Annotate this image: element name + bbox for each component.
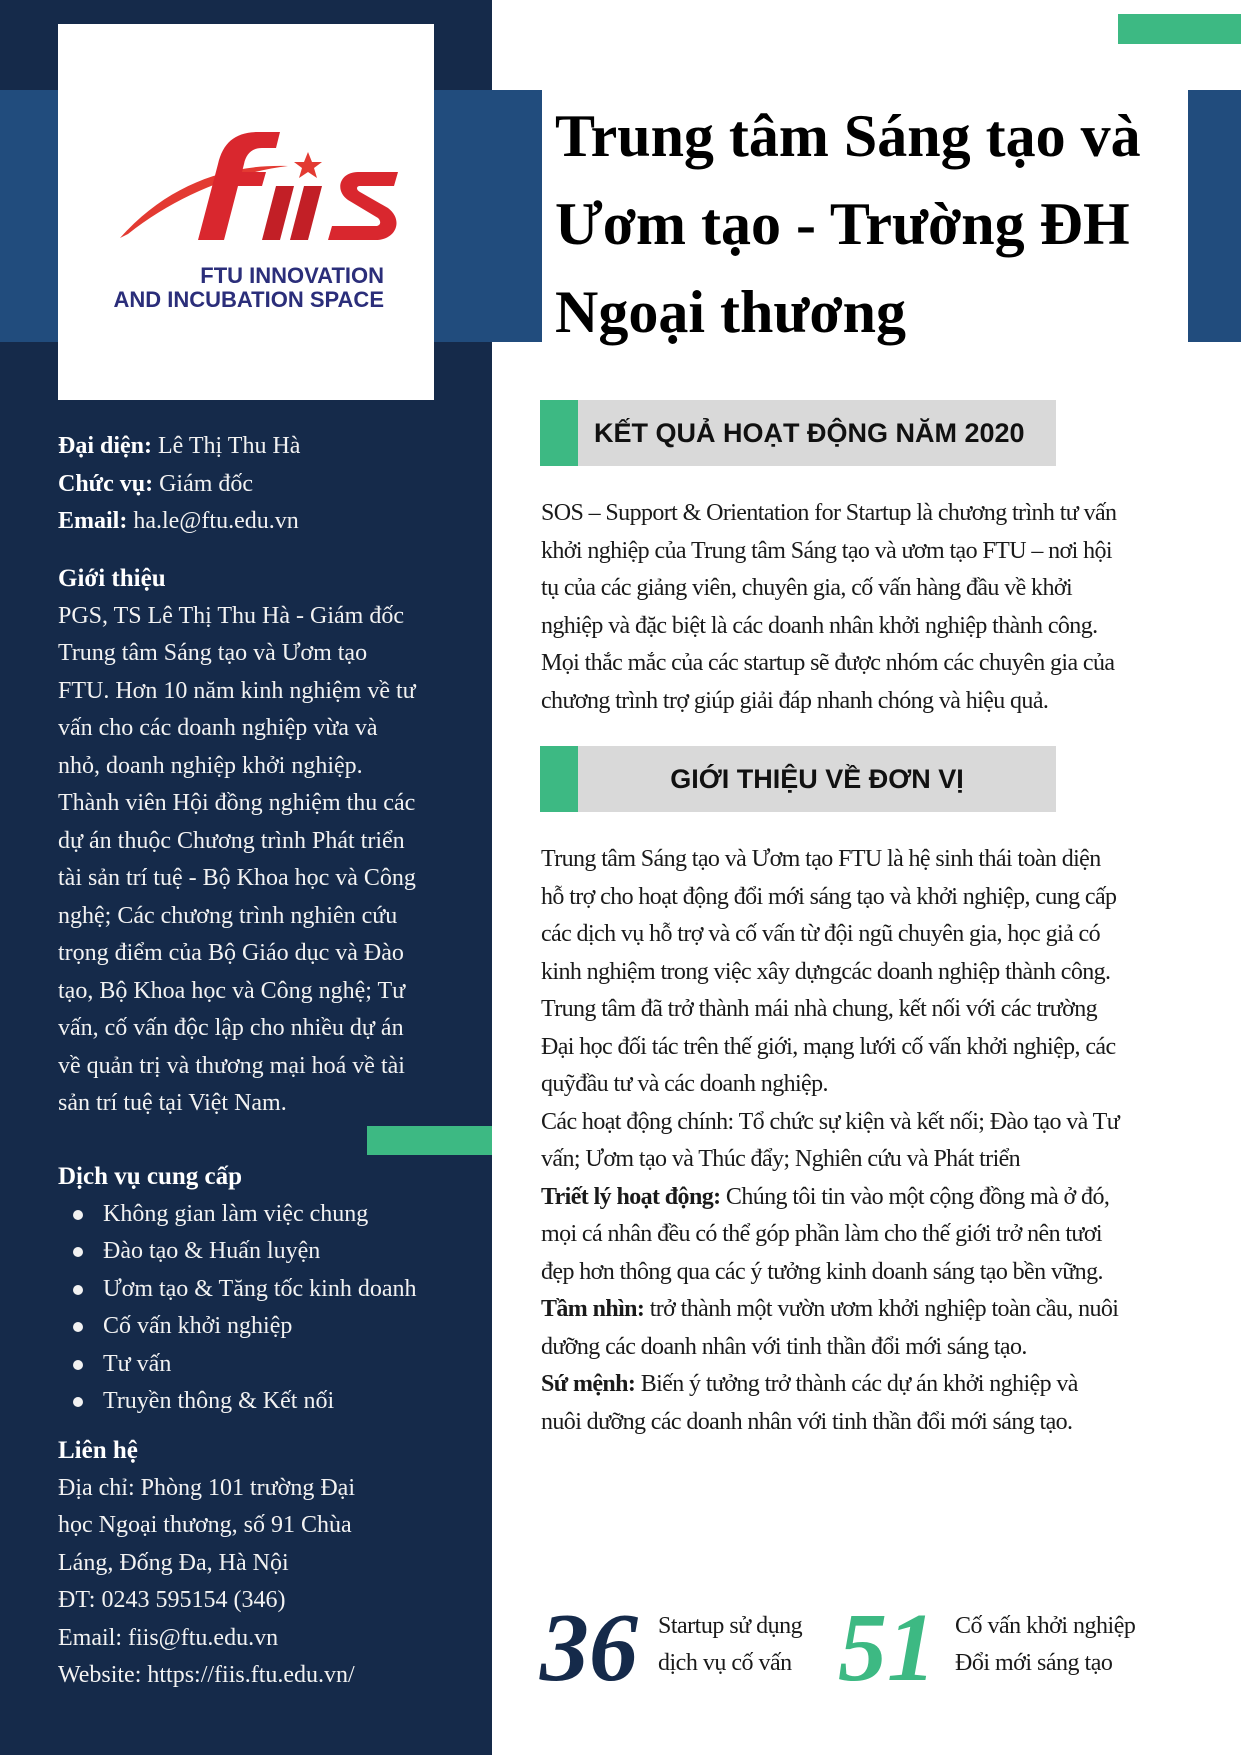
intro-line: Thành viên Hội đồng nghiệm thu các	[58, 790, 416, 816]
section-accent-bar	[540, 400, 578, 466]
intro-line: trọng điểm của Bộ Giáo dục và Đào	[58, 940, 404, 966]
service-label: Đào tạo & Huấn luyện	[103, 1238, 321, 1264]
service-label: Cố vấn khởi nghiệp	[103, 1313, 293, 1339]
stat-startups-value: 36	[540, 1594, 638, 1702]
position-row	[58, 466, 478, 504]
title-line3: Ngoại thương	[555, 279, 906, 345]
philosophy-text: đẹp hơn thông qua các ý tưởng kinh doanh sáng tạo bền vững.	[541, 1258, 1103, 1285]
bullet-icon	[73, 1360, 83, 1370]
logo-tagline-line1: FTU INNOVATION	[200, 263, 384, 288]
intro-line: về quản trị và thương mại hoá về tài	[58, 1052, 405, 1079]
intro-line: vấn, cố vấn độc lập cho nhiều dự án	[58, 1015, 404, 1041]
representative-label: Đại diện:	[58, 433, 153, 459]
contact-email-link[interactable]: Email: fiis@ftu.edu.vn	[58, 1624, 279, 1651]
contact-address-line: học Ngoại thương, số 91 Chùa	[58, 1512, 352, 1538]
about-line: Trung tâm Sáng tạo và Ươm tạo FTU là hệ sinh thái toàn diện	[541, 846, 1101, 872]
mission-text: nuôi dưỡng các doanh nhân với tinh thần đổi mới sáng tạo.	[541, 1408, 1073, 1435]
philosophy-row	[541, 1179, 1196, 1217]
results-line: khởi nghiệp của Trung tâm Sáng tạo và ươm tạo FTU – nơi hội	[541, 537, 1112, 564]
service-item	[58, 1308, 478, 1346]
intro-line: PGS, TS Lê Thị Thu Hà - Giám đốc	[58, 602, 404, 629]
service-item	[58, 1383, 478, 1421]
representative-info	[58, 428, 478, 541]
section-accent-bar	[540, 746, 578, 812]
vision-text: dưỡng các doanh nhân với tinh thần đổi mới sáng tạo.	[541, 1333, 1027, 1360]
philosophy-label: Triết lý hoạt động:	[541, 1183, 721, 1210]
intro-line: tạo, Bộ Khoa học và Công nghệ; Tư	[58, 977, 406, 1004]
contact-address-line: Địa chỉ: Phòng 101 trường Đại	[58, 1474, 355, 1501]
vision-text: trở thành một vườn ươm khởi nghiệp toàn cầu, nuôi	[649, 1296, 1119, 1322]
stat-mentors-value: 51	[838, 1594, 936, 1702]
about-section-header	[540, 746, 1056, 812]
stat-label-line: Cố vấn khởi nghiệp	[955, 1613, 1136, 1639]
about-line: quỹđầu tư và các doanh nghiệp.	[541, 1071, 828, 1097]
results-line: SOS – Support & Orientation for Startup là chương trình tư vấn	[541, 500, 1117, 526]
logo-tagline	[113, 264, 384, 312]
bullet-icon	[73, 1247, 83, 1257]
fiis-logo-mark-icon	[58, 24, 434, 400]
vision-row	[541, 1291, 1196, 1329]
green-accent-top	[1118, 14, 1241, 44]
service-label: Tư vấn	[103, 1350, 172, 1377]
about-body	[541, 841, 1196, 1441]
stat-mentors-label	[955, 1608, 1135, 1682]
intro-line: sản trí tuệ tại Việt Nam.	[58, 1090, 287, 1116]
contact-phone: ĐT: 0243 595154 (346)	[58, 1587, 286, 1613]
contact-website-link[interactable]: Website: https://fiis.ftu.edu.vn/	[58, 1662, 355, 1688]
results-line: chương trình trợ giúp giải đáp nhanh chóng và hiệu quả.	[541, 687, 1049, 714]
stat-label-line: dịch vụ cố vấn	[658, 1650, 792, 1676]
page-title	[555, 92, 1185, 356]
about-line: vấn; Ươm tạo và Thúc đẩy; Nghiên cứu và Phát triển	[541, 1146, 1021, 1172]
services-heading: Dịch vụ cung cấp	[58, 1163, 243, 1190]
title-line2: Ươm tạo - Trường ĐH	[555, 191, 1130, 257]
about-line: các dịch vụ hỗ trợ và cố vấn từ đội ngũ chuyên gia, học giả có	[541, 921, 1100, 947]
stat-startups-label	[658, 1608, 802, 1682]
vision-label: Tầm nhìn:	[541, 1296, 645, 1322]
results-line: tụ của các giảng viên, chuyên gia, cố vấn hàng đầu về khởi	[541, 575, 1073, 601]
intro-body	[58, 598, 478, 1123]
mission-label: Sứ mệnh:	[541, 1371, 636, 1397]
results-line: nghiệp và đặc biệt là các doanh nhân khởi nghiệp thành công.	[541, 612, 1098, 639]
bullet-icon	[73, 1397, 83, 1407]
intro-line: Trung tâm Sáng tạo và Ươm tạo	[58, 640, 368, 666]
services-section	[58, 1158, 478, 1421]
green-accent-sidebar	[367, 1126, 492, 1155]
intro-line: nhỏ, doanh nghiệp khởi nghiệp.	[58, 752, 363, 779]
header-band-right	[1188, 90, 1241, 342]
title-line1: Trung tâm Sáng tạo và	[555, 103, 1141, 169]
stat-label-line: Startup sử dụng	[658, 1613, 803, 1639]
contact-heading: Liên hệ	[58, 1437, 138, 1464]
intro-line: FTU. Hơn 10 năm kinh nghiệm về tư	[58, 677, 416, 704]
services-list	[58, 1196, 478, 1421]
service-label: Truyền thông & Kết nối	[103, 1388, 335, 1414]
position-label: Chức vụ:	[58, 470, 154, 497]
results-body	[541, 495, 1196, 720]
results-section-header	[540, 400, 1056, 466]
service-label: Ươm tạo & Tăng tốc kinh doanh	[103, 1275, 417, 1302]
service-label: Không gian làm việc chung	[103, 1200, 369, 1227]
intro-line: vấn cho các doanh nghiệp vừa và	[58, 715, 378, 741]
fiis-logo	[58, 24, 434, 400]
intro-heading: Giới thiệu	[58, 565, 166, 592]
about-line: hỗ trợ cho hoạt động đổi mới sáng tạo và khởi nghiệp, cung cấp	[541, 883, 1117, 910]
philosophy-text: mọi cá nhân đều có thể góp phần làm cho thế giới trở nên tươi	[541, 1221, 1102, 1247]
intro-section	[58, 560, 478, 1123]
stat-label-line: Đổi mới sáng tạo	[955, 1650, 1113, 1676]
results-heading: KẾT QUẢ HOẠT ĐỘNG NĂM 2020	[594, 417, 1025, 448]
about-line: Trung tâm đã trở thành mái nhà chung, kết nối với các trường	[541, 996, 1098, 1022]
service-item	[58, 1346, 478, 1384]
about-line: kinh nghiệm trong việc xây dựngcác doanh nghiệp thành công.	[541, 958, 1111, 985]
bullet-icon	[73, 1285, 83, 1295]
representative-value: Lê Thị Thu Hà	[158, 433, 301, 459]
results-line: Mọi thắc mắc của các startup sẽ được nhóm các chuyên gia của	[541, 650, 1115, 676]
logo-tagline-line2: AND INCUBATION SPACE	[113, 287, 384, 312]
intro-line: dự án thuộc Chương trình Phát triển	[58, 827, 405, 854]
about-line: Các hoạt động chính: Tổ chức sự kiện và kết nối; Đào tạo và Tư	[541, 1108, 1120, 1135]
service-item	[58, 1233, 478, 1271]
contact-address-line: Láng, Đống Đa, Hà Nội	[58, 1549, 289, 1576]
intro-line: tài sản trí tuệ - Bộ Khoa học và Công	[58, 865, 416, 891]
about-line: Đại học đối tác trên thế giới, mạng lưới cố vấn khởi nghiệp, các	[541, 1033, 1116, 1060]
bullet-icon	[73, 1210, 83, 1220]
about-heading: GIỚI THIỆU VỀ ĐƠN VỊ	[670, 763, 964, 794]
service-item	[58, 1271, 478, 1309]
email-label: Email:	[58, 508, 128, 534]
service-item	[58, 1196, 478, 1234]
mission-row	[541, 1366, 1196, 1404]
contact-section	[58, 1432, 478, 1695]
mission-text: Biến ý tưởng trở thành các dự án khởi nghiệp và	[640, 1371, 1078, 1397]
intro-line: nghệ; Các chương trình nghiên cứu	[58, 902, 398, 929]
representative-row	[58, 428, 478, 466]
philosophy-text: Chúng tôi tin vào một cộng đồng mà ở đó,	[725, 1183, 1110, 1210]
position-value: Giám đốc	[159, 470, 254, 497]
bullet-icon	[73, 1322, 83, 1332]
email-value[interactable]: ha.le@ftu.edu.vn	[133, 508, 299, 534]
email-row	[58, 503, 478, 541]
